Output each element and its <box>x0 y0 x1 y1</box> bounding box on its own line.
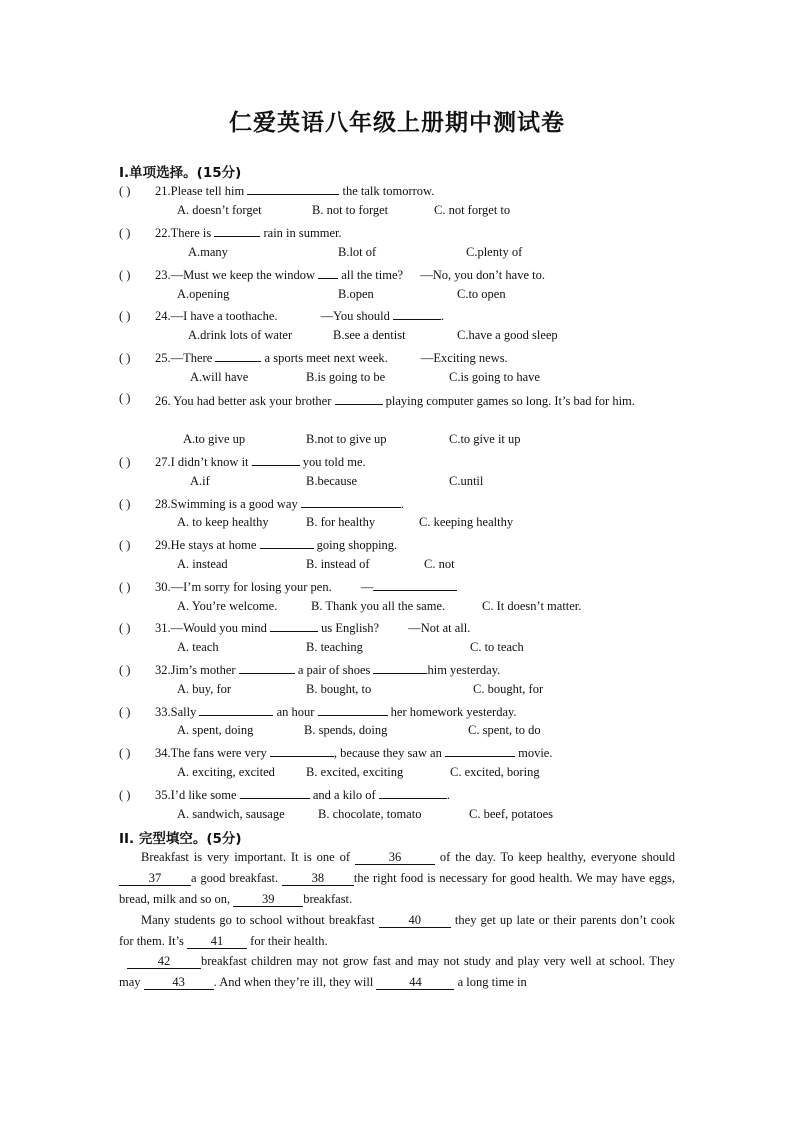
question-30: ( ) 30.—I’m sorry for losing your pen. — <box>119 578 679 595</box>
answer-blank <box>214 224 260 237</box>
question-25: ( ) 25.—There a sports meet next week. —Exciting news. <box>119 351 508 365</box>
question-21: ( ) 21.Please tell him the talk tomorrow. <box>119 184 435 198</box>
answer-blank <box>335 392 383 405</box>
option-c[interactable]: C.plenty of <box>466 245 523 259</box>
question-32: ( ) 32.Jim’s mother a pair of shoes him yesterday. <box>119 663 501 677</box>
section-heading-cloze: II. 完型填空。(5分) <box>119 831 242 847</box>
question-28: ( ) 28.Swimming is a good way . <box>119 497 404 511</box>
option-b[interactable]: B.open <box>338 287 374 301</box>
answer-bracket[interactable]: ( ) <box>119 226 131 240</box>
answer-blank <box>318 703 388 716</box>
option-c[interactable]: C.to open <box>457 287 506 301</box>
option-c[interactable]: C. bought, for <box>473 682 544 696</box>
question-number: 31. <box>155 621 171 635</box>
option-c[interactable]: C. beef, potatoes <box>469 807 554 821</box>
question-27: ( ) 27.I didn’t know it you told me. <box>119 455 366 469</box>
option-b[interactable]: B.see a dentist <box>333 328 406 342</box>
answer-blank <box>215 349 261 362</box>
answer-bracket[interactable]: ( ) <box>119 538 131 552</box>
answer-bracket[interactable]: ( ) <box>119 184 131 198</box>
option-c[interactable]: C. excited, boring <box>450 765 540 779</box>
question-number: 28. <box>155 497 171 511</box>
question-number: 32. <box>155 663 171 677</box>
option-c[interactable]: C. It doesn’t matter. <box>482 599 582 613</box>
option-a[interactable]: A.many <box>188 245 228 259</box>
answer-bracket[interactable]: ( ) <box>119 351 131 365</box>
cloze-blank-36[interactable]: 36 <box>355 851 435 865</box>
option-c[interactable]: C. spent, to do <box>468 723 541 737</box>
answer-bracket[interactable]: ( ) <box>119 621 131 635</box>
question-number: 34. <box>155 746 171 760</box>
question-34: ( ) 34.The fans were very , because they saw an movie. <box>119 746 553 760</box>
answer-bracket[interactable]: ( ) <box>119 455 131 469</box>
answer-blank <box>270 619 318 632</box>
answer-bracket[interactable]: ( ) <box>119 309 131 323</box>
option-c[interactable]: C.have a good sleep <box>457 328 558 342</box>
option-b[interactable]: B. Thank you all the same. <box>311 599 446 613</box>
question-22: ( ) 22.There is rain in summer. <box>119 226 342 240</box>
answer-bracket[interactable]: ( ) <box>119 580 131 594</box>
question-26: ( ) 26. You had better ask your brother playing computer games so long. It’s bad for him. <box>119 391 635 408</box>
option-a[interactable]: A.if <box>190 474 210 488</box>
option-a[interactable]: A. You’re welcome. <box>177 599 278 613</box>
option-a[interactable]: A. instead <box>177 557 228 571</box>
answer-blank <box>445 744 515 757</box>
answer-blank <box>260 536 314 549</box>
question-number: 21. <box>155 184 171 198</box>
answer-blank <box>301 495 401 508</box>
cloze-blank-37[interactable]: 37 <box>119 872 191 886</box>
answer-blank <box>373 578 457 591</box>
option-c[interactable]: C. keeping healthy <box>419 515 514 529</box>
cloze-paragraph-2: Many students go to school without breakfast 40 they get up late or their parents don’t cook for them. It’s 41 for their health. <box>119 913 676 948</box>
option-a[interactable]: A. exciting, excited <box>177 765 275 779</box>
page-title: 仁爱英语八年级上册期中测试卷 <box>229 109 565 136</box>
option-c[interactable]: C. not <box>424 557 455 571</box>
question-number: 24. <box>155 309 171 323</box>
option-b[interactable]: B. for healthy <box>306 515 376 529</box>
cloze-blank-44[interactable]: 44 <box>376 976 454 990</box>
question-33: ( ) 33.Sally an hour her homework yesterday. <box>119 705 517 719</box>
answer-bracket[interactable]: ( ) <box>119 705 131 719</box>
answer-blank <box>393 307 441 320</box>
option-a[interactable]: A. sandwich, sausage <box>177 807 285 821</box>
question-23: ( ) 23.—Must we keep the window all the time? —No, you don’t have to. <box>119 268 545 282</box>
answer-bracket[interactable]: ( ) <box>119 788 131 802</box>
question-24: ( ) 24.—I have a toothache. —You should . <box>119 309 445 323</box>
option-b[interactable]: B. chocolate, tomato <box>318 807 422 821</box>
question-number: 27. <box>155 455 171 469</box>
cloze-blank-41[interactable]: 41 <box>187 935 247 949</box>
answer-blank <box>318 266 338 279</box>
answer-blank <box>373 661 427 674</box>
answer-blank <box>247 182 339 195</box>
question-number: 23. <box>155 268 171 282</box>
option-c[interactable]: C.is going to have <box>449 370 540 384</box>
answer-bracket[interactable]: ( ) <box>119 663 131 677</box>
answer-blank <box>199 703 273 716</box>
cloze-blank-39[interactable]: 39 <box>233 893 303 907</box>
answer-blank <box>379 786 447 799</box>
option-b[interactable]: B.is going to be <box>306 370 386 384</box>
answer-blank <box>270 744 334 757</box>
cloze-paragraph-3: 42 breakfast children may not grow fast and may not study and play very well at school. They may 43 . And when they’re ill, they will 44 a long time in <box>119 954 675 989</box>
option-a[interactable]: A.to give up <box>183 432 246 446</box>
section-heading-single-choice: I.单项选择。(15分) <box>119 165 242 181</box>
answer-bracket[interactable]: ( ) <box>119 746 131 760</box>
question-number: 22. <box>155 226 171 240</box>
answer-bracket[interactable]: ( ) <box>119 391 131 405</box>
question-number: 26. <box>155 394 171 408</box>
question-number: 35. <box>155 788 171 802</box>
option-a[interactable]: A. buy, for <box>177 682 232 696</box>
option-b[interactable]: B. bought, to <box>306 682 372 696</box>
answer-blank <box>240 786 310 799</box>
answer-bracket[interactable]: ( ) <box>119 497 131 511</box>
answer-bracket[interactable]: ( ) <box>119 268 131 282</box>
option-a[interactable]: A.will have <box>190 370 249 384</box>
question-31: ( ) 31.—Would you mind us English? —Not at all. <box>119 621 471 635</box>
option-b[interactable]: B. instead of <box>306 557 370 571</box>
option-a[interactable]: A.opening <box>177 287 230 301</box>
question-number: 25. <box>155 351 171 365</box>
cloze-blank-42[interactable]: 42 <box>127 955 201 969</box>
option-a[interactable]: A. doesn’t forget <box>177 203 262 217</box>
option-b[interactable]: B.because <box>306 474 358 488</box>
question-35: ( ) 35.I’d like some and a kilo of . <box>119 788 450 802</box>
option-b[interactable]: B. not to forget <box>312 203 389 217</box>
option-c[interactable]: C. not forget to <box>434 203 511 217</box>
option-b[interactable]: B. teaching <box>306 640 363 654</box>
question-number: 33. <box>155 705 171 719</box>
cloze-blank-38[interactable]: 38 <box>282 872 354 886</box>
option-a[interactable]: A. to keep healthy <box>177 515 269 529</box>
option-a[interactable]: A. spent, doing <box>177 723 254 737</box>
option-a[interactable]: A. teach <box>177 640 219 654</box>
question-number: 29. <box>155 538 171 552</box>
option-c[interactable]: C.to give it up <box>449 432 521 446</box>
question-number: 30. <box>155 580 171 594</box>
question-29: ( ) 29.He stays at home going shopping. <box>119 538 398 552</box>
option-c[interactable]: C.until <box>449 474 484 488</box>
cloze-blank-40[interactable]: 40 <box>379 914 451 928</box>
option-b[interactable]: B. excited, exciting <box>306 765 404 779</box>
answer-blank <box>239 661 295 674</box>
answer-blank <box>252 453 300 466</box>
option-b[interactable]: B.not to give up <box>306 432 387 446</box>
option-c[interactable]: C. to teach <box>470 640 524 654</box>
option-a[interactable]: A.drink lots of water <box>188 328 293 342</box>
cloze-blank-43[interactable]: 43 <box>144 976 214 990</box>
option-b[interactable]: B. spends, doing <box>304 723 388 737</box>
option-b[interactable]: B.lot of <box>338 245 377 259</box>
cloze-paragraph-1: Breakfast is very important. It is one of 36 of the day. To keep healthy, everyone should 37 a good breakfast. 38 the right food is necessary for good health. We may have eggs, bread, milk and so on, 39 breakfast. <box>119 850 676 906</box>
